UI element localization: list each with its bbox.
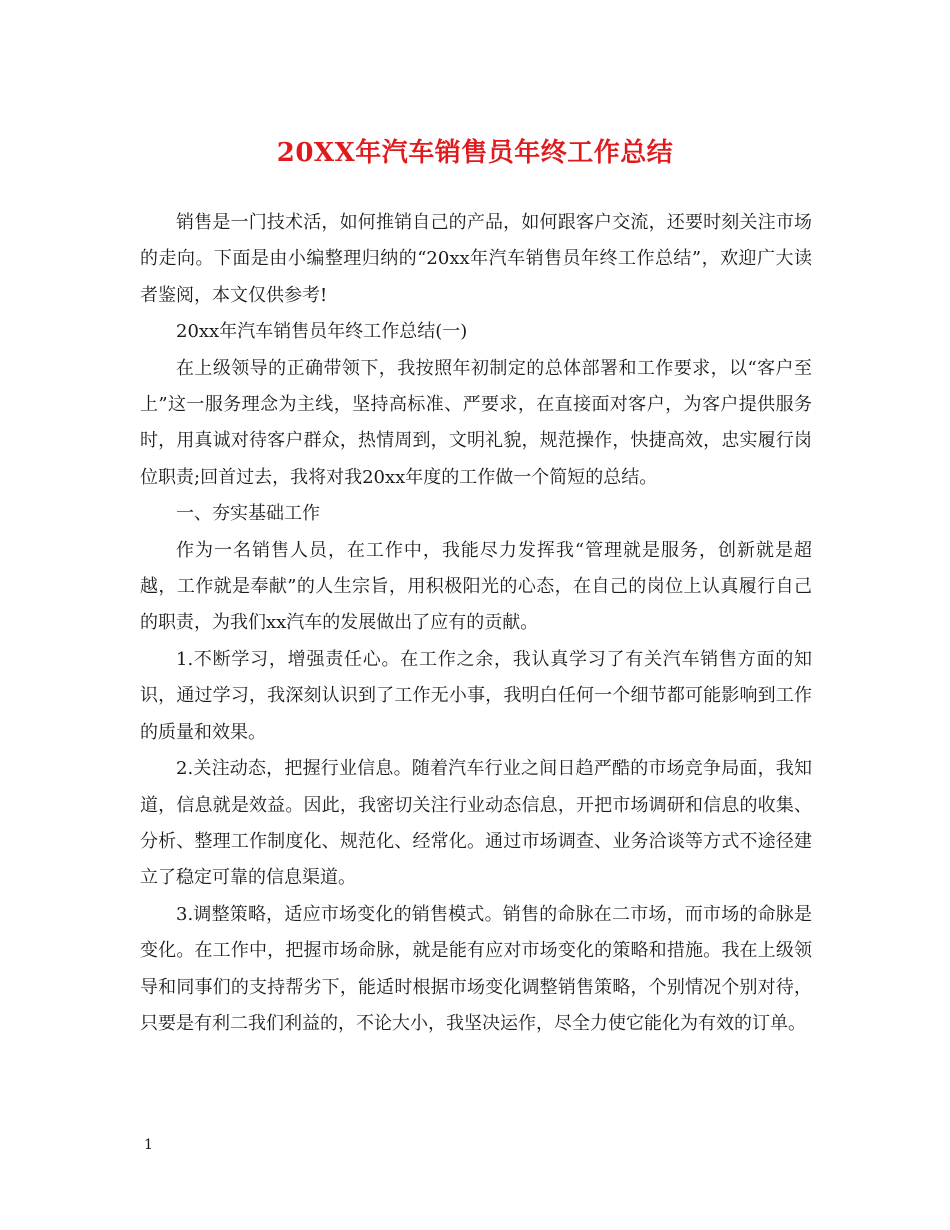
paragraph-role: 作为一名销售人员，在工作中，我能尽力发挥我“管理就是服务，创新就是超越，工作就是奉献”的人生宗旨，用积极阳光的心态，在自己的岗位上认真履行自己的职责，为我们xx汽车的发展做出了应有的贡献。 xyxy=(140,539,812,634)
page-number: 1 xyxy=(144,1137,153,1153)
section-heading-summary-one: 20xx年汽车销售员年终工作总结(一) xyxy=(176,321,468,343)
paragraph-item-2: 2.关注动态，把握行业信息。随着汽车行业之间日趋严酷的市场竞争局面，我知道，信息就是效益。因此，我密切关注行业动态信息，开把市场调研和信息的收集、分析、整理工作制度化、规范化、经常化。通过市场调查、业务洽谈等方式不途径建立了稳定可靠的信息渠道。 xyxy=(140,758,812,889)
section-heading-foundation: 一、夯实基础工作 xyxy=(176,503,320,525)
paragraph-item-3: 3.调整策略，适应市场变化的销售模式。销售的命脉在二市场，而市场的命脉是变化。在工作中，把握市场命脉，就是能有应对市场变化的策略和措施。我在上级领导和同事们的支持帮劣下，能适时根据市场变化调整销售策略，个别情况个别对待，只要是有利二我们利益的，不论大小，我坚决运作，尽全力使它能化为有效的订单。 xyxy=(140,903,812,1034)
paragraph-item-1: 1.不断学习，增强责任心。在工作之余，我认真学习了有关汽车销售方面的知识，通过学习，我深刻认识到了工作无小事，我明白任何一个细节都可能影响到工作的质量和效果。 xyxy=(140,648,812,743)
document-title: 20XX年汽车销售员年终工作总结 xyxy=(276,138,674,168)
document-body xyxy=(140,205,812,1042)
paragraph-overview: 在上级领导的正确带领下，我按照年初制定的总体部署和工作要求，以“客户至上”这一服务理念为主线，坚持高标准、严要求，在直接面对客户，为客户提供服务时，用真诚对待客户群众，热情周到，文明礼貌，规范操作，快捷高效，忠实履行岗位职责;回首过去，我将对我20xx年度的工作做一个简短的总结。 xyxy=(140,357,812,488)
paragraph-intro: 销售是一门技术活，如何推销自己的产品，如何跟客户交流，还要时刻关注市场的走向。下面是由小编整理归纳的“20xx年汽车销售员年终工作总结”，欢迎广大读者鉴阅，本文仅供参考! xyxy=(140,212,812,306)
